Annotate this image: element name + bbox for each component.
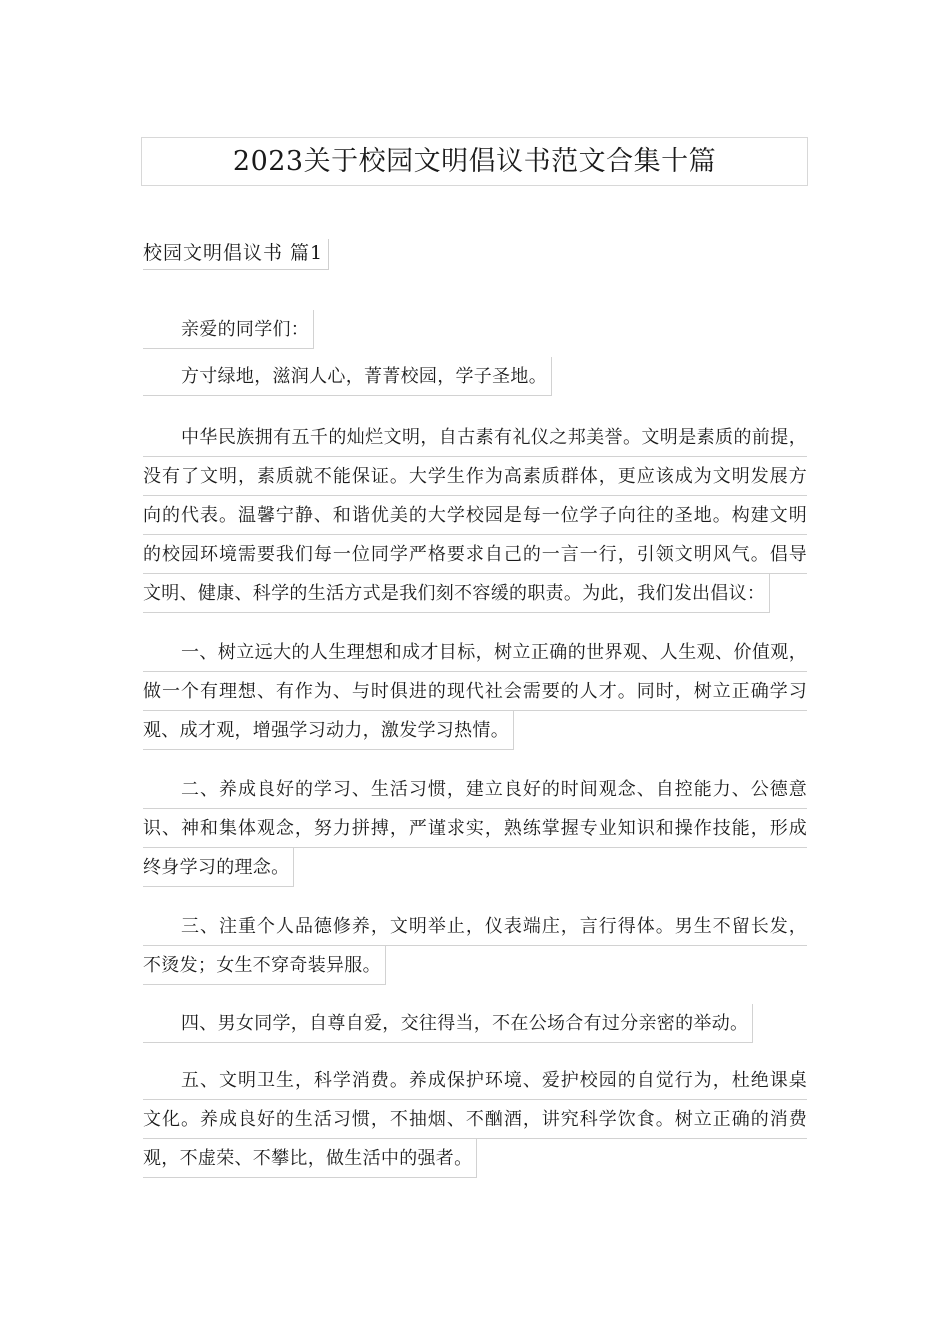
paragraph-line: 三、注重个人品德修养，文明举止，仪表端庄，言行得体。男生不留长发， (143, 907, 807, 946)
paragraph-line: 识、神和集体观念，努力拼搏，严谨求实，熟练掌握专业知识和操作技能，形成 (143, 809, 807, 848)
paragraph-line: 亲爱的同学们： (143, 310, 314, 349)
paragraph-item-3 (143, 907, 807, 999)
section-heading: 校园文明倡议书 篇1 (143, 239, 329, 270)
document-title: 2023关于校园文明倡议书范文合集十篇 (141, 137, 808, 186)
paragraph-line: 四、男女同学，自尊自爱，交往得当，不在公场合有过分亲密的举动。 (143, 1004, 753, 1043)
paragraph-line: 终身学习的理念。 (143, 848, 294, 887)
paragraph-item-4 (143, 1004, 807, 1057)
paragraph-body (143, 418, 807, 627)
paragraph-item-5 (143, 1061, 807, 1192)
paragraph-line: 做一个有理想、有作为、与时俱进的现代社会需要的人才。同时，树立正确学习 (143, 672, 807, 711)
paragraph-intro (143, 357, 807, 410)
paragraph-line: 中华民族拥有五千的灿烂文明，自古素有礼仪之邦美誉。文明是素质的前提， (143, 418, 807, 457)
paragraph-line: 二、养成良好的学习、生活习惯，建立良好的时间观念、自控能力、公德意 (143, 770, 807, 809)
paragraph-line: 五、文明卫生，科学消费。养成保护环境、爱护校园的自觉行为，杜绝课桌 (143, 1061, 807, 1100)
paragraph-line: 方寸绿地，滋润人心，菁菁校园，学子圣地。 (143, 357, 552, 396)
paragraph-item-2 (143, 770, 807, 901)
paragraph-line: 不烫发；女生不穿奇装异服。 (143, 946, 386, 985)
paragraph-item-1 (143, 633, 807, 764)
paragraph-line: 观，不虚荣、不攀比，做生活中的强者。 (143, 1139, 477, 1178)
paragraph-line: 观、成才观，增强学习动力，激发学习热情。 (143, 711, 514, 750)
paragraph-line: 向的代表。温馨宁静、和谐优美的大学校园是每一位学子向往的圣地。构建文明 (143, 496, 807, 535)
paragraph-line: 文明、健康、科学的生活方式是我们刻不容缓的职责。为此，我们发出倡议： (143, 574, 770, 613)
paragraph-line: 没有了文明，素质就不能保证。大学生作为高素质群体，更应该成为文明发展方 (143, 457, 807, 496)
paragraph-greeting (143, 310, 807, 363)
paragraph-line: 一、树立远大的人生理想和成才目标，树立正确的世界观、人生观、价值观， (143, 633, 807, 672)
paragraph-line: 的校园环境需要我们每一位同学严格要求自己的一言一行，引领文明风气。倡导 (143, 535, 807, 574)
paragraph-line: 文化。养成良好的生活习惯，不抽烟、不酗酒，讲究科学饮食。树立正确的消费 (143, 1100, 807, 1139)
